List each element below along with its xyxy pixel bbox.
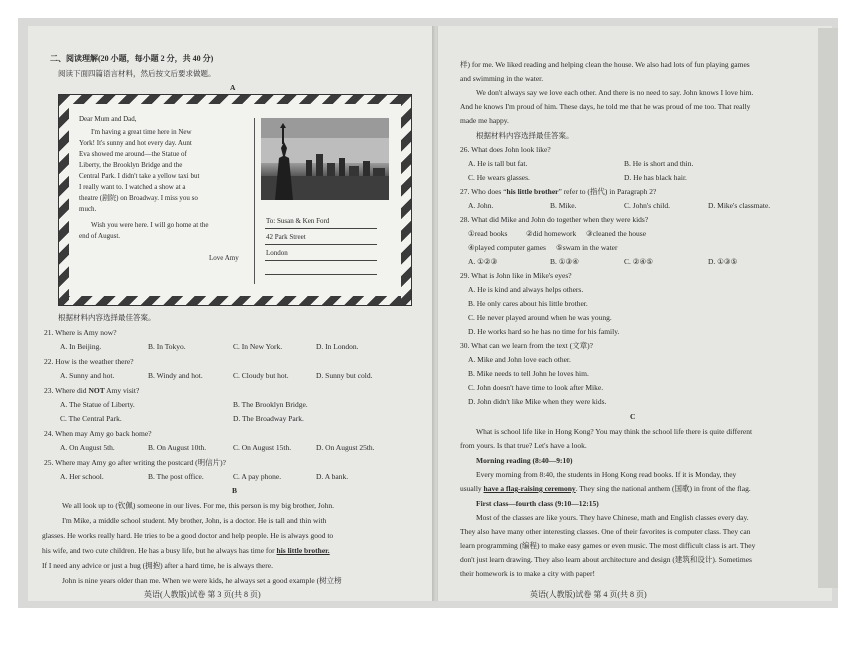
- option: C. On August 15th.: [233, 443, 292, 452]
- passage-b-label: B: [232, 486, 238, 495]
- q28-item: ①read books: [468, 229, 508, 238]
- option: A. He is kind and always helps others.: [468, 285, 584, 294]
- option: A. ①②③: [468, 257, 498, 266]
- passage-b-line: John is nine years older than me. When we were kids, he always set a good example (树立榜: [62, 576, 342, 585]
- option: D. Sunny but cold.: [316, 371, 373, 380]
- his-little-brother: his little brother.: [276, 546, 330, 555]
- passage-c-line: [460, 484, 751, 493]
- passage-c-label: C: [630, 412, 636, 421]
- option: A. The Statue of Liberty.: [60, 400, 135, 409]
- q28-item: ④played computer games: [468, 243, 546, 252]
- option: D. He works hard so he has no time for his family.: [468, 327, 620, 336]
- letter-line: Liberty, the Brooklyn Bridge and the: [79, 161, 183, 169]
- passage-c-line: their homework is to make a city with paper!: [460, 569, 595, 578]
- postcard-border-bottom: [59, 296, 411, 305]
- option: D. Mike's classmate.: [708, 201, 771, 210]
- question-28: 28. What did Mike and John do together when they were kids?: [460, 215, 649, 224]
- option: B. The post office.: [148, 472, 204, 481]
- q23-bold: NOT: [88, 386, 105, 395]
- passage-b-cont: 样) for me. We liked reading and helping clean the house. We also had lots of fun playing games: [460, 60, 750, 69]
- next-page-edge: [818, 28, 838, 588]
- q27-pre: 27. Who does “: [460, 187, 507, 196]
- passage-b-line: If I need any advice or just a hug (拥抱) after a hard time, he is always there.: [42, 561, 273, 570]
- question-30: 30. What can we learn from the text (文章)?: [460, 341, 593, 350]
- statue-of-liberty-photo: [261, 118, 389, 200]
- option: D. In London.: [316, 342, 359, 351]
- letter-line: much.: [79, 205, 97, 213]
- postcard-border-right: [401, 95, 411, 305]
- passage-b-line: [42, 546, 330, 555]
- option: B. Mike needs to tell John he loves him.: [468, 369, 589, 378]
- option: C. In New York.: [233, 342, 283, 351]
- option: A. Sunny and hot.: [60, 371, 115, 380]
- option: C. The Central Park.: [60, 414, 122, 423]
- letter-line: Wish you were here. I will go home at the: [91, 221, 209, 229]
- instruction: 阅读下面四篇语言材料，然后按文后要求做题。: [58, 69, 216, 78]
- postcard-inner: [69, 104, 401, 296]
- option: A. He is tall but fat.: [468, 159, 528, 168]
- option: B. The Brooklyn Bridge.: [233, 400, 308, 409]
- passage-b-cont: We don't always say we love each other. And there is no need to say. John knows I love him.: [476, 88, 754, 97]
- left-page: [28, 26, 434, 601]
- q23-pre: 23. Where did: [44, 386, 89, 395]
- question-25: 25. Where may Amy go after writing the postcard (明信片)?: [44, 458, 226, 467]
- address-line: London: [266, 249, 288, 257]
- option: C. He never played around when he was young.: [468, 313, 612, 322]
- letter-line: theatre (剧院) on Broadway. I miss you so: [79, 194, 198, 202]
- option: C. ②④⑤: [624, 257, 653, 266]
- passage-c-line: learn programming (编程) to make easy games or even music. The most difficult class is art. They: [460, 541, 756, 550]
- option: B. In Tokyo.: [148, 342, 186, 351]
- option: A. On August 5th.: [60, 443, 115, 452]
- passage-b-line: We all look up to (钦佩) someone in our lives. For me, this person is my big brother, John.: [62, 501, 334, 510]
- address-rule: [265, 274, 377, 275]
- passage-b-line: I'm Mike, a middle school student. My brother, John, is a doctor. He is tall and thin with: [62, 516, 327, 525]
- option: A. In Beijing.: [60, 342, 102, 351]
- exam-photo: [18, 18, 838, 608]
- letter-line: I really want to. I watched a show at a: [79, 183, 186, 191]
- question-26: 26. What does John look like?: [460, 145, 551, 154]
- question-29: 29. What is John like in Mike's eyes?: [460, 271, 572, 280]
- q28-item: ③cleaned the house: [586, 229, 647, 238]
- question-24: 24. When may Amy go back home?: [44, 429, 152, 438]
- passage-b-line: glasses. He works really hard. He tries to be a good doctor and help people. He is always good to: [42, 531, 334, 540]
- postcard: [58, 94, 412, 306]
- passage-b-cont: And he knows I'm proud of him. These days, he told me that he was proud of me too. That really: [460, 102, 751, 111]
- question-21: 21. Where is Amy now?: [44, 328, 117, 337]
- passage-c-line: don't just learn drawing. They also learn about architecture and design (建筑和设计). Sometimes: [460, 555, 752, 564]
- letter-line: York! It's sunny and hot every day. Aunt: [79, 139, 192, 147]
- q27-bold: his little brother: [506, 187, 559, 196]
- option: D. The Broadway Park.: [233, 414, 304, 423]
- passage-c-line: from yours. Is that true? Let's have a look.: [460, 441, 587, 450]
- choose-answer: 根据材料内容选择最佳答案。: [476, 131, 574, 140]
- question-23: [44, 386, 139, 395]
- option: A. Her school.: [60, 472, 104, 481]
- address-rule: [265, 260, 377, 261]
- question-27: [460, 187, 656, 196]
- letter-line: Eva showed me around—the Statue of: [79, 150, 187, 158]
- address-rule: [265, 228, 377, 229]
- option: B. ①③④: [550, 257, 579, 266]
- option: A. John.: [468, 201, 494, 210]
- option: D. On August 25th.: [316, 443, 375, 452]
- option: B. He only cares about his little brother.: [468, 299, 588, 308]
- passage-c-line: Most of the classes are like yours. They have Chinese, math and English classes every day.: [476, 513, 749, 522]
- option: C. Cloudy but hot.: [233, 371, 289, 380]
- letter-line: end of August.: [79, 232, 121, 240]
- postcard-border-top: [59, 95, 411, 104]
- option: D. He has black hair.: [624, 173, 687, 182]
- passage-c-line: Every morning from 8:40, the students in Hong Kong read books. If it is Monday, they: [476, 470, 737, 479]
- option: B. He is short and thin.: [624, 159, 694, 168]
- right-page-footer: 英语(人教版)试卷 第 4 页(共 8 页): [530, 590, 647, 599]
- letter-line: I'm having a great time here in New: [91, 128, 192, 136]
- right-page: [438, 26, 832, 601]
- q23-post: Amy visit?: [104, 386, 140, 395]
- passage-c-line: They also have many other interesting classes. One of their favorites is computer class. They can: [460, 527, 751, 536]
- passage-b-text: his wife, and two cute children. He has a busy life, but he always has time for: [42, 546, 277, 555]
- morning-pre: usually: [460, 484, 484, 493]
- option: C. John's child.: [624, 201, 670, 210]
- option: C. John doesn't have time to look after Mike.: [468, 383, 604, 392]
- address-line: 42 Park Street: [266, 233, 306, 241]
- flag-ceremony: have a flag-raising ceremony: [483, 484, 576, 493]
- question-22: 22. How is the weather there?: [44, 357, 134, 366]
- option: D. John didn't like Mike when they were kids.: [468, 397, 607, 406]
- address-rule: [265, 244, 377, 245]
- option: B. Windy and hot.: [148, 371, 203, 380]
- passage-a-label: A: [230, 83, 236, 92]
- option: A. Mike and John love each other.: [468, 355, 571, 364]
- option: C. He wears glasses.: [468, 173, 530, 182]
- q28-item: ⑤swam in the water: [556, 243, 618, 252]
- section-title: 二、阅读理解(20 小题，每小题 2 分，共 40 分): [50, 54, 214, 63]
- left-page-footer: 英语(人教版)试卷 第 3 页(共 8 页): [144, 590, 261, 599]
- morning-reading-heading: Morning reading (8:40—9:10): [476, 456, 573, 465]
- address-line: To: Susan & Ken Ford: [266, 217, 330, 225]
- q27-post: ” refer to (指代) in Paragraph 2?: [558, 187, 657, 196]
- first-class-heading: First class—fourth class (9:10—12:15): [476, 499, 599, 508]
- letter-sign: Love Amy: [209, 254, 239, 262]
- passage-b-cont: made me happy.: [460, 116, 509, 125]
- option: B. Mike.: [550, 201, 577, 210]
- q28-item: ②did homework: [526, 229, 577, 238]
- postcard-divider: [254, 118, 255, 284]
- passage-b-cont: and swimming in the water.: [460, 74, 544, 83]
- morning-post: . They sing the national anthem (国歌) in front of the flag.: [575, 484, 751, 493]
- letter-line: Central Park. I didn't take a yellow taxi but: [79, 172, 200, 180]
- choose-answer: 根据材料内容选择最佳答案。: [58, 313, 156, 322]
- option: B. On August 10th.: [148, 443, 207, 452]
- postcard-border-left: [59, 95, 69, 305]
- passage-c-line: What is school life like in Hong Kong? You may think the school life there is quite different: [476, 427, 753, 436]
- option: C. A pay phone.: [233, 472, 282, 481]
- option: D. ①③⑤: [708, 257, 738, 266]
- option: D. A bank.: [316, 472, 349, 481]
- letter-greeting: Dear Mum and Dad,: [79, 115, 137, 123]
